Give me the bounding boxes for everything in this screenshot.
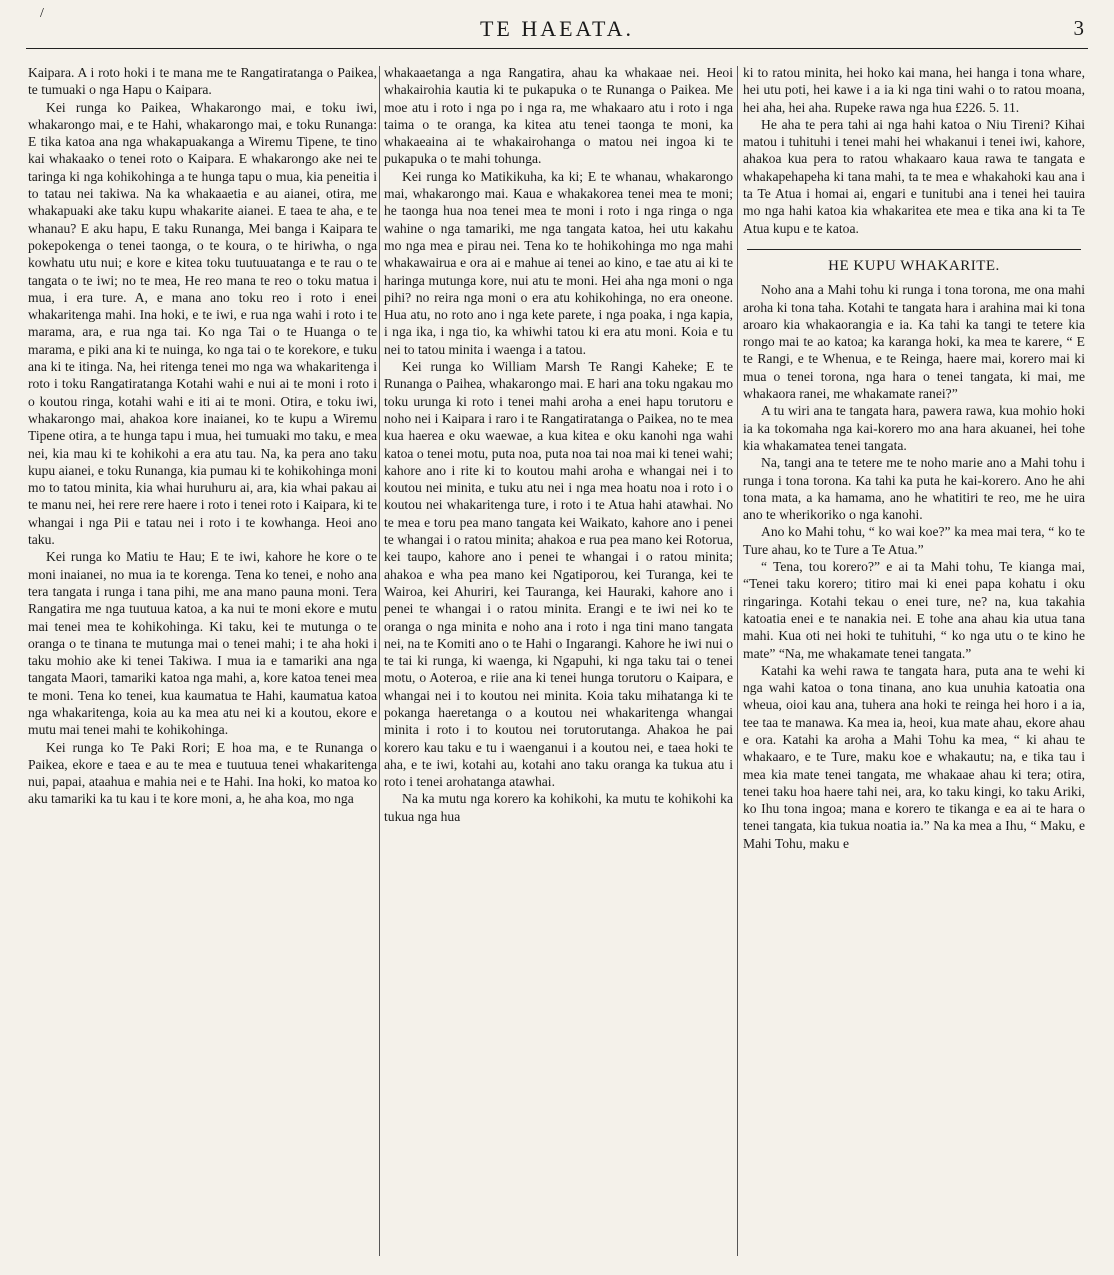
paragraph: Katahi ka wehi rawa te tangata hara, puta ana te wehi ki nga wahi katoa o tona tinana, ano kua unuhia katoatia ona wheua, oioi kau ana, tuhera ana hoki te reinga hei horo i a ia, tee taa te manawa. Ka mea ia, heoi, kua mate ahau, ekore ahau e ora. Katahi ka aroha a Mahi Tohu ka mea, “ ki ahau te whakaaro, e te Ture, maku koe e whakautu; na, e tika tau i mea kia mate tenei tangata, me whakaae ahau ki tera; otira, tenei taku hoa haere tahi nei, ara, ko taku kingi, ko taku Ariki, ko Ihu tona ingoa; mana e korero te tikanga e ea ai te hara o tenei tangata, kia tukua noatia ia.” Na ka mea a Ihu, “ Maku, e Mahi Tohu, maku e: [743, 662, 1085, 851]
paragraph: ki to ratou minita, hei hoko kai mana, hei hanga i tona whare, hei utu poti, hei kawe i a ia ki nga tini wahi o to ratou moana, hei aha, hei aha. Rupeke rawa nga hua £226. 5. 11.: [743, 65, 1085, 115]
paragraph: Noho ana a Mahi tohu ki runga i tona torona, me ona mahi aroha ki tona taha. Kotahi te tangata hara i arahina mai ki tona aroaro kia whakaorangia e ia. Ka tahi ka tangi te tetere kia rongo mai te ao katoa; ka karanga hoki, ka mea te karere, “ E te Rangi, e te Whenua, e te Reinga, haere mai, korero mai ki mua o tenei torona, nga hara o tenei tangata, ki mai, me whakaora ranei, me whakamate ranei?”: [743, 282, 1085, 402]
paragraph: Na, tangi ana te tetere me te noho marie ano a Mahi tohu i runga i tona torona. Ka tahi ka puta he kai-korero. Ano he ahi tona mata, a ka hamama, ano he whatitiri te reo, me he uira ano te wherikoriko o nga kanohi.: [743, 455, 1085, 523]
page-header: [26, 14, 1088, 49]
column-2: [384, 64, 733, 1264]
paragraph: Kei runga ko Matikikuha, ka ki; E te whanau, whakarongo mai, whakarongo mai. Kaua e whakakorea tenei mea te moni; he taonga hua noa tenei mea te moni i roto i nga ringa o nga wahine o nga tamariki, me nga tangata katoa, hei utu kakahu mo nga mea e pirau nei. Tena ko te hohikohinga mo nga mahi whakawairua e ora ai e mahue ai tenei ao kino, e tae atu ai ki te haringa mutunga kore, nui atu te moni. Hei aha nga moni o nga pihi? no reira nga moni o era atu kohikohinga, no era oneone. Hua atu, no roto ano i nga kete parete, i nga poaka, i nga kapia, i nga ika, i nga tio, ka whiwhi tatou ki era atu moni. Koia e tu nei to tatou minita i waenga i a tatou.: [384, 168, 733, 357]
column-rule-1: [379, 66, 380, 1256]
paragraph: Na ka mutu nga korero ka kohikohi, ka mutu te kohikohi ka tukua nga hua: [384, 791, 733, 824]
paragraph: Kei runga ko Te Paki Rori; E hoa ma, e te Runanga o Paikea, ekore e taea e au te mea e tuutuua tenei whakaritenga nui, papai, ataahua e mahia nei e te Hahi. Ina hoki, ko matoa ko aku tamariki ka tu kau i te kore moni, a, he aha koa, mo nga: [28, 739, 377, 807]
paragraph: Ano ko Mahi tohu, “ ko wai koe?” ka mea mai tera, “ ko te Ture ahau, ko te Ture a Te Atua.”: [743, 524, 1085, 557]
paragraph: Kei runga ko Matiu te Hau; E te iwi, kahore he kore o te moni inaianei, no mua ia te korenga. Tena ko tenei, e noho ana tera tangata i runga i tana pihi, me ana mano pauna moni. Tera Rangatira me nga tuutuua katoa, a ka nui te moni ekore e mutu mai tenei mea te kohikohinga. Ki taku, kei te mutunga o te oranga o te tinana te mutunga mai o tenei mahi; i te aha hoki i taku mohio ake ki tenei Takiwa. I mua ia e tamariki ana nga tangata Maori, tamariki katoa nga mahi, a, kore katoa tenei mea te moni. Tena ko tenei, kua kaumatua te Hahi, kaumatua katoa nga whakaritenga, koia au ka mea atu nei ki a koutou, ekore e mutu mai tenei mahi te kohikohinga.: [28, 549, 377, 738]
stray-mark: /: [40, 6, 44, 21]
paragraph: Kaipara. A i roto hoki i te mana me te Rangatiratanga o Paikea, te tumuaki o nga Hapu o Kaipara.: [28, 65, 377, 98]
paragraph: A tu wiri ana te tangata hara, pawera rawa, kua mohio hoki ia ka tokomaha nga kai-korero mo ana hara akuanei, hei tohe kia whakamatea tenei tangata.: [743, 403, 1085, 453]
section-heading: HE KUPU WHAKARITE.: [828, 257, 1000, 274]
paragraph: Kei runga ko William Marsh Te Rangi Kaheke; E te Runanga o Paihea, whakarongo mai. E hari ana toku ngakau mo toku urunga ki roto i tenei mahi aroha a enei hapu torutoru e noho nei i Kaipara i raro i te Rangatiratanga o Paikea, no te mea kua haerea e oku waewae, a kua kitea e oku kanohi nga wahi katoa o tenei motu, puta noa, puta noa tai noa mai ki tenei wahi; kahore ano i rite ki to koutou mahi aroha e whangai nei i to koutou nei minita, e tuku atu nei i nga mea hoatu noa i roto i o koutou nei whakaritenga ture, i roto i te Atua hahi atawhai. No te mea e toru pea mano tangata kei Waikato, kahore ano i penei te whangai i o ratou minita; ahakoa e rua pea mano kei Rotorua, kei taupo, kahore ano i penei te whangai i o ratou minita; ahakoa e wha pea mano kei Ngatiporou, kei Turanga, kei te Wairoa, kei Ahuriri, kei Tauranga, kei Hauraki, kahore ano i penei te whangai i o ratou minita. Erangi e te iwi nei ko te oranga o nga minita e noho ana i roto i nga tini mano tangata nei, na te Komiti ano o te Hahi o Ingarangi. Kahore he iwi nui o te tai ki runga, ki waenga, ki Ngapuhi, ki nga taku tai o tenei motu, o Aoteroa, e riie ana ki tenei hunga torutoru o Kaipara, e whangai nei i to koutou nei minita. Koia taku mihatanga ki te pokanga haeretanga o a koutou nei whakaritenga whangai minita i roto i to koutou nei torutorutanga. Ahakoa he pai korero kau taku e tu i waenganui i a koutou nei, e taea hoki te aha, e te iwi, kotahi au, kotahi ano taku oranga ka tukua atu i roto i tenei arohatanga atawhai.: [384, 359, 733, 790]
column-rule-2: [737, 66, 738, 1256]
column-3: [743, 64, 1085, 1264]
newspaper-title: TE HAEATA.: [479, 16, 635, 41]
section-divider: [747, 249, 1081, 250]
column-1: [28, 64, 377, 1264]
paragraph: whakaaetanga a nga Rangatira, ahau ka whakaae nei. Heoi whakairohia kautia ki te pukapuka o te Runanga o Paikea. Me moe atu i roto i nga po i nga ra, me whakaaro atu i roto i nga taima o te oranga, ka kitea atu tenei taonga te moni, ka whakaeaina ai te whakairohanga o matou nei ingoa ki te pukapuka o te mahi tohunga.: [384, 65, 733, 167]
paragraph: He aha te pera tahi ai nga hahi katoa o Niu Tireni? Kihai matou i tuhituhi i tenei mahi hei whakanui i tenei iwi, kahore, ahakoa kua pera to ratou whakaaro kaua rawa te tangata e whakapehapeha ki tana mahi, ta te mea e whakahoki kau ana i ta Te Atua i homai ai, engari e tunitubi ana i tenei hei tauira mo nga hahi katoa kia whakaritea ete mea e tika ana ki ta Te Atua kupu e te katoa.: [743, 116, 1085, 236]
paragraph: Kei runga ko Paikea, Whakarongo mai, e toku iwi, whakarongo mai, e te Hahi, whakarongo mai, e toku Runanga: E tika katoa ana nga whakapuakanga a Wiremu Tipene, te tino kai whakaako o tenei roto o Kaipara. E whakarongo ake nei te taringa ki nga kohikohinga a te hunga tapu o mua, kia peneitia i to tatau nei takiwa. Na ka whakaaetia e au aianei, otira, me whakapuaki ake taku kupu whakarite aianei. E taea te aha, e te whanau? E aku hapu, E taku Runanga, Mei banga i Kaipara te pokepokenga o tenei taonga, o te koura, o te hiriwha, o nga kowhatu utu nui; e kore e kitea toku tuutuuatanga e te rau o te tangata o te iwi; no te mea, He reo mana te reo o toku matua i mua, i era ture. A, e mana ano toku reo i roto i enei whakaritenga mahi. Ina hoki, e te iwi, e rua nga wahi i roto i te marama, ara, e rua nga tai. Ko nga Tai o te Huanga o te marama, e piki ana ki te nuinga, ko nga tai o te korekore, e tuku ana ki te itinga. Na, hei ritenga tenei mo nga wa whakaritenga i roto i toku Rangatiratanga Kotahi wahi e nui ai te moni i roto i o koutou ringa, kotahi wahi e iti ai te moni. Otira, e toku iwi, whakarongo mai, ahakoa kore inaianei, ko te kupu a Wiremu Tipene otira, a te hunga tapu i mua, hei tumuaki mo taku, e mea nei, kia mau ki te kohikohi a era atu tau. Na, ka pera ano taku kupu aianei, e toku Runanga, kia pumau ki te kohikohinga moni mo to tatou minita, kia whai huruhuru ai, ara, kia whai pakau ai te manu nei, hei rere rere haere i roto i tenei roto i Kaipara, ki te whangai i nga Pii e tatau nei i roto i te kowhanga. Heoi ano taku.: [28, 99, 377, 548]
paragraph: “ Tena, tou korero?” e ai ta Mahi tohu, Te kianga mai, “Tenei taku korero; titiro mai ki enei papa kohatu i oku ringaringa. Kotahi tekau o enei ture, ne? na, kua takahia katoatia enei e te nanakia nei. E tohe ana ahau kia utua tana mahi. Kua oti nei hoki te tuhituhi, “ ko nga utu o te kino he mate” “Na, me whakamate tenei tangata.”: [743, 559, 1085, 661]
page-number: 3: [1073, 16, 1084, 40]
